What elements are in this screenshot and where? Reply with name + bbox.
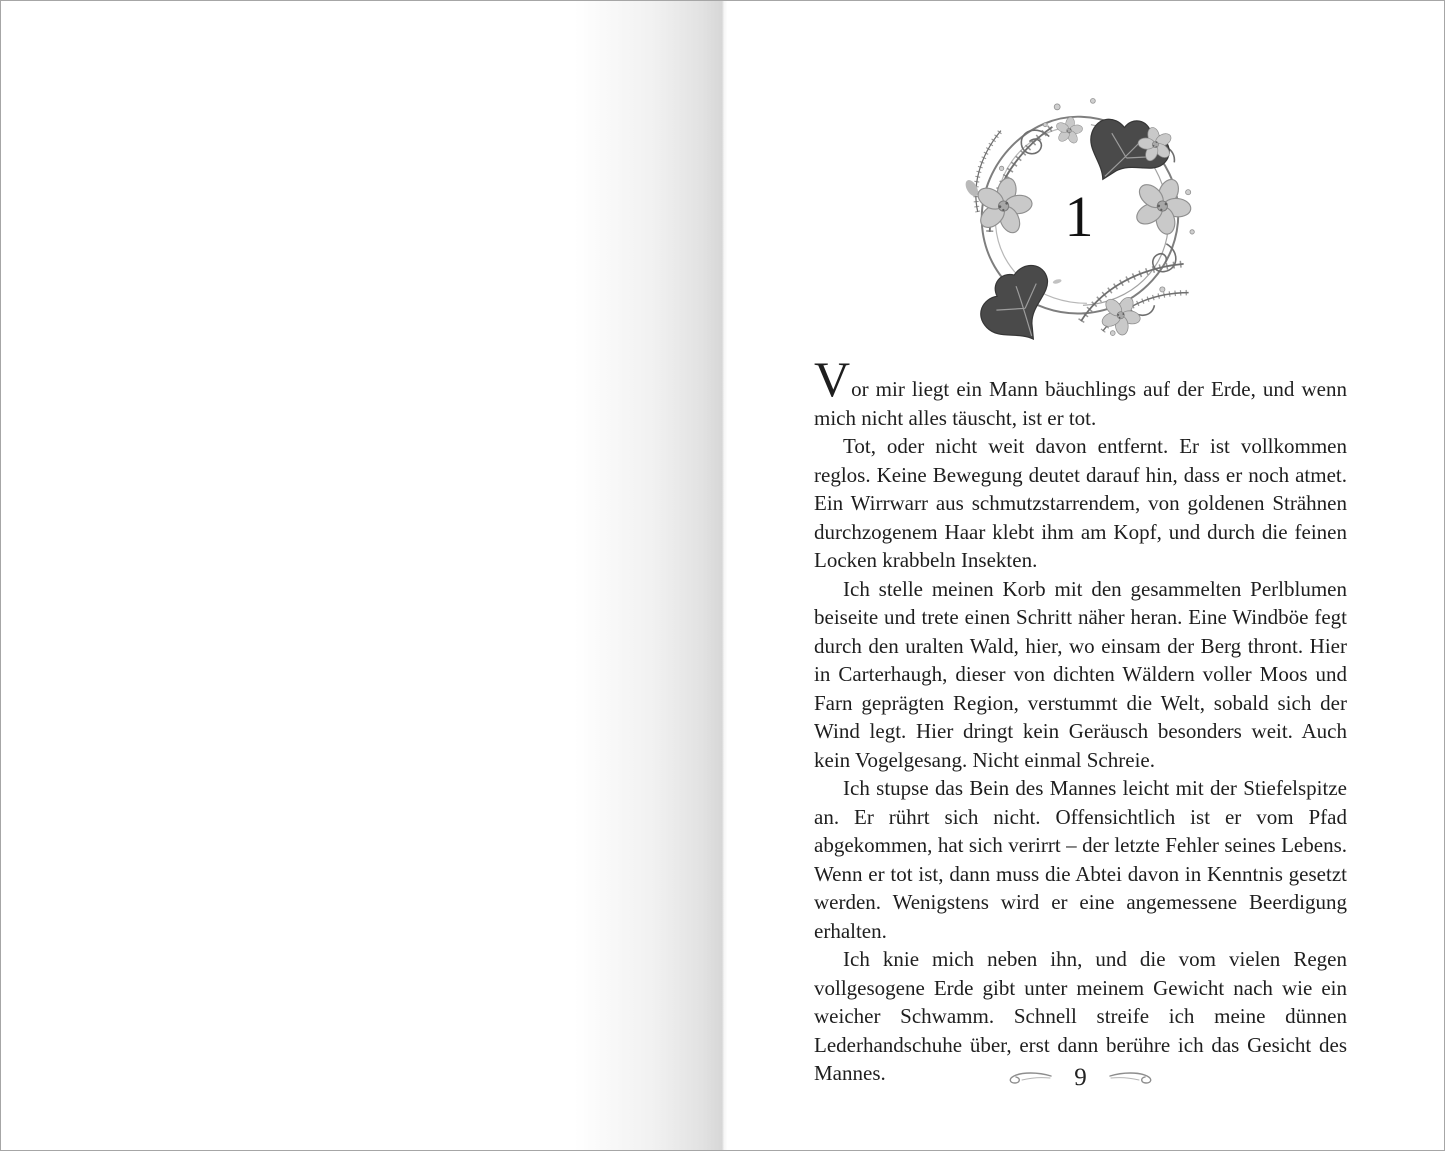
paragraph-text: or mir liegt ein Mann bäuchlings auf der Erde, und wenn mich nicht alles täuscht, ist er tot. [814,377,1347,430]
paragraph: Ich stelle meinen Korb mit den gesammelten Perlblumen beiseite und trete einen Schritt näher heran. Eine Windböe fegt durch den uralten Wald, hier, wo einsam der Berg thront. Hier in Carterhaugh, dieser von dichten Wäldern voller Moos und Farn geprägten Region, verstummt die Welt, sobald sich der Wind legt. Hier dringt kein Geräusch besonders weit. Auch kein Vogelgesang. Nicht einmal Schreie. [814,576,1347,772]
chapter-body-text [814,351,1347,1088]
page-footer [814,1063,1347,1093]
right-page [727,1,1444,1150]
paragraph: Ich stupse das Bein des Mannes leicht mit der Stiefelspitze an. Er rührt sich nicht. Offensichtlich ist er vom Pfad abgekommen, hat sich verirrt – der letzte Fehler seines Lebens. Wenn er tot ist, dann muss die Abtei davon in Kenntnis gesetzt werden. Wenigstens wird er eine angemessene Beerdigung erhalten. [814,776,1347,943]
paragraph [814,351,1347,432]
left-page-blank [1,1,727,1150]
swash-flourish-left-icon [1006,1070,1052,1086]
paragraph: Ich knie mich neben ihn, und die vom vielen Regen vollgesogene Erde gibt unter meinem Gewicht nach wie ein weicher Schwamm. Schnell streife ich meine dünnen Lederhandschuhe über, erst dann berühre ich das Gesicht des Mannes. [814,947,1347,1085]
page-number: 9 [1074,1064,1087,1091]
paragraph: Tot, oder nicht weit davon entfernt. Er ist vollkommen reglos. Keine Bewegung deutet darauf hin, dass er noch atmet. Ein Wirrwarr aus schmutzstarrendem, von goldenen Strähnen durchzogenem Haar klebt ihm am Kopf, und durch die feinen Locken krabbeln Insekten. [814,434,1347,572]
chapter-number: 1 [1064,183,1095,249]
chapter-ornament [953,85,1206,343]
swash-flourish-right-icon [1109,1070,1155,1086]
raised-initial-cap: V [814,351,852,407]
